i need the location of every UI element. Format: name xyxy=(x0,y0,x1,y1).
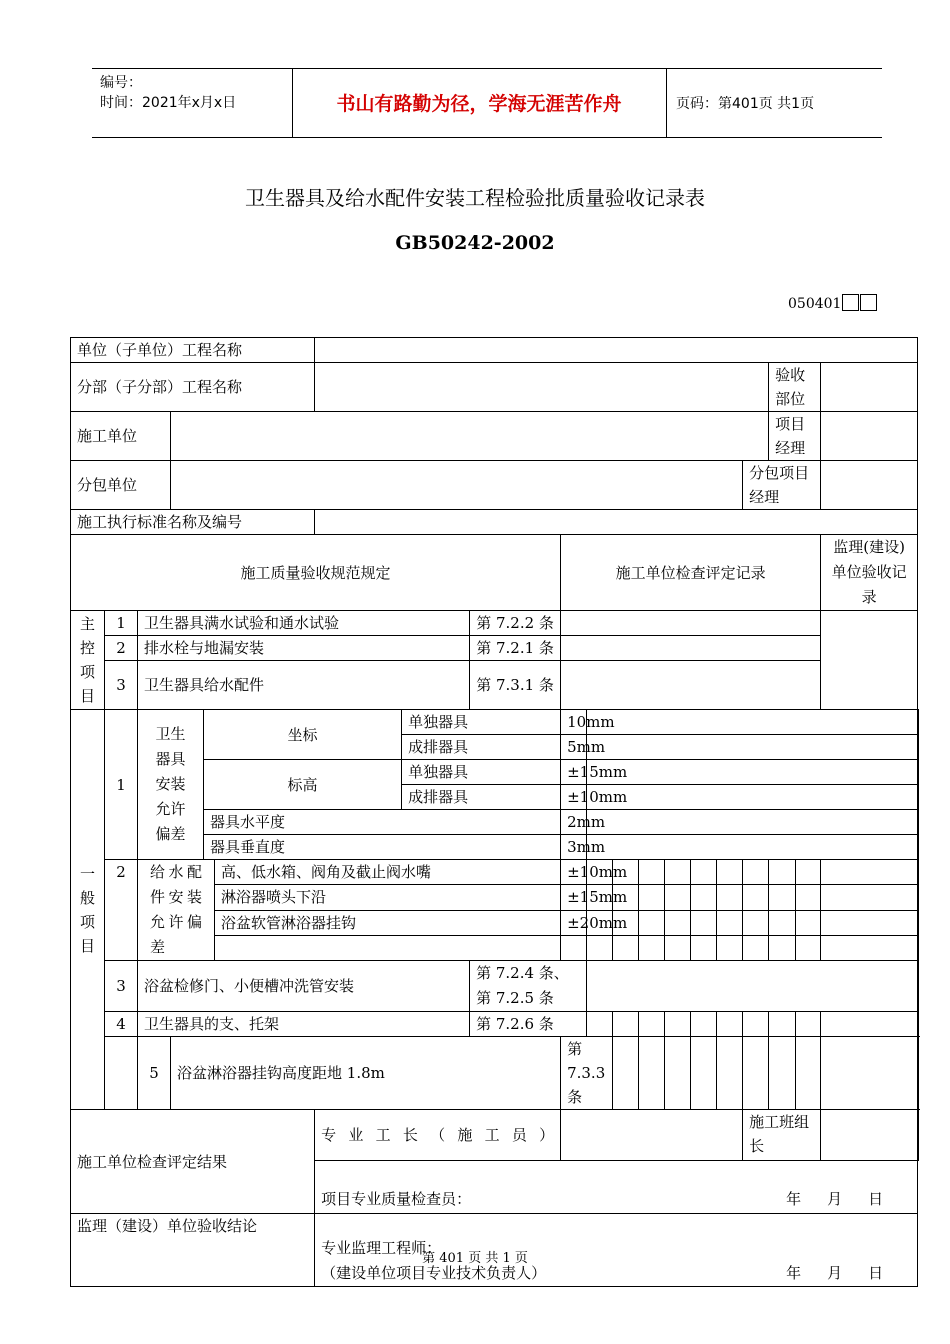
main-item-record[interactable] xyxy=(561,611,821,636)
execution-standard-field[interactable] xyxy=(315,510,918,535)
check-cell[interactable] xyxy=(717,885,743,910)
day-label: 日 xyxy=(868,1190,884,1208)
spec-header: 施工质量验收规范规定 xyxy=(71,535,561,611)
code-box[interactable] xyxy=(860,294,877,311)
check-cell[interactable] xyxy=(769,860,796,885)
check-cell[interactable] xyxy=(796,860,821,885)
code-box[interactable] xyxy=(842,294,859,311)
g1-record[interactable] xyxy=(587,810,918,835)
coord-single-tolerance: 10mm xyxy=(561,710,587,735)
main-item-name: 卫生器具给水配件 xyxy=(138,661,470,710)
check-cell[interactable] xyxy=(665,885,691,910)
check-cell[interactable] xyxy=(691,1037,717,1110)
vertical-tolerance: 3mm xyxy=(561,835,587,860)
g1-record[interactable] xyxy=(587,835,918,860)
g2-item-name: 高、低水箱、阀角及截止阀水嘴 xyxy=(215,860,561,885)
general-item-no: 5 xyxy=(138,1037,171,1110)
subcontract-unit-field[interactable] xyxy=(171,461,743,510)
serial-label: 编号： xyxy=(100,75,142,91)
main-item-clause: 第 7.3.1 条 xyxy=(470,661,561,710)
g5-name: 浴盆淋浴器挂钩高度距地 1.8m xyxy=(171,1037,561,1110)
check-cell[interactable] xyxy=(717,910,743,935)
header-divider xyxy=(666,69,667,137)
check-cell[interactable] xyxy=(769,1012,796,1037)
check-cell[interactable] xyxy=(743,1037,769,1110)
check-cell[interactable] xyxy=(613,935,639,960)
main-item-no: 2 xyxy=(105,636,138,661)
time-label: 时间：2021年x月x日 xyxy=(100,95,237,111)
check-cell[interactable] xyxy=(665,1037,691,1110)
general-item-no: 3 xyxy=(105,961,138,1012)
check-cell[interactable] xyxy=(821,885,918,910)
team-leader-field[interactable] xyxy=(821,1110,918,1161)
main-item-record[interactable] xyxy=(561,636,821,661)
check-cell[interactable] xyxy=(587,935,613,960)
g3-name: 浴盆检修门、小便槽冲洗管安装 xyxy=(138,961,470,1012)
g4-clause: 第 7.2.6 条 xyxy=(470,1012,587,1037)
general-items-text: 一般项目 xyxy=(79,864,95,955)
g1-group-text: 卫生器具安装允许偏差 xyxy=(155,725,186,843)
g2-item-name: 淋浴器喷头下沿 xyxy=(215,885,561,910)
page-info: 页码：第401页 共1页 xyxy=(676,96,815,112)
acceptance-part-field[interactable] xyxy=(821,363,918,412)
level-tolerance: 2mm xyxy=(561,810,587,835)
check-cell[interactable] xyxy=(743,1012,769,1037)
label-project-manager: 项目经理 xyxy=(769,412,821,461)
label-execution-standard: 施工执行标准名称及编号 xyxy=(71,510,315,535)
supervision-header: 监理(建设)单位验收记录 xyxy=(821,535,918,611)
form-code-text: 050401 xyxy=(788,296,842,312)
form-code xyxy=(788,294,877,312)
foreman-field[interactable] xyxy=(561,1110,743,1161)
check-cell[interactable] xyxy=(691,910,717,935)
g2-empty xyxy=(215,935,561,960)
check-cell[interactable] xyxy=(639,1037,665,1110)
g2-item-tolerance: ±10mm xyxy=(561,860,587,885)
page-title: 卫生器具及给水配件安装工程检验批质量验收记录表 xyxy=(245,186,705,210)
check-cell[interactable] xyxy=(691,935,717,960)
main-item-no: 1 xyxy=(105,611,138,636)
general-items-label-end xyxy=(105,1037,138,1110)
g2-item-name: 浴盆软管淋浴器挂钩 xyxy=(215,910,561,935)
label-subcontract-unit: 分包单位 xyxy=(71,461,171,510)
general-item-no: 4 xyxy=(105,1012,138,1037)
quality-inspector-line xyxy=(321,1187,911,1211)
check-cell[interactable] xyxy=(665,910,691,935)
main-item-name: 卫生器具满水试验和通水试验 xyxy=(138,611,470,636)
foreman-label: 专业工长（施工员） xyxy=(315,1110,561,1161)
standard-number: GB50242-2002 xyxy=(395,232,555,254)
label-unit-project: 单位（子单位）工程名称 xyxy=(71,338,315,363)
check-cell[interactable] xyxy=(743,885,769,910)
g2-item-tolerance: ±20mm xyxy=(561,910,587,935)
check-cell[interactable] xyxy=(717,1037,743,1110)
g1-record[interactable] xyxy=(587,760,918,785)
g4-name: 卫生器具的支、托架 xyxy=(138,1012,470,1037)
coord-row-tolerance: 5mm xyxy=(561,735,587,760)
label-sub-project: 分部（子分部）工程名称 xyxy=(71,363,315,412)
day-label: 日 xyxy=(868,1264,884,1282)
check-cell[interactable] xyxy=(717,935,743,960)
check-cell[interactable] xyxy=(691,1012,717,1037)
main-item-clause: 第 7.2.1 条 xyxy=(470,636,561,661)
check-cell[interactable] xyxy=(743,935,769,960)
check-cell[interactable] xyxy=(796,910,821,935)
check-cell[interactable] xyxy=(639,1012,665,1037)
label-acceptance-part: 验收部位 xyxy=(769,363,821,412)
page-footer: 第 401 页 共 1 页 xyxy=(422,1251,528,1266)
subcontract-manager-field[interactable] xyxy=(821,461,918,510)
g1-group-label xyxy=(138,710,204,860)
row-fixture-label: 成排器具 xyxy=(402,735,561,760)
check-cell[interactable] xyxy=(821,910,918,935)
label-construction-unit: 施工单位 xyxy=(71,412,171,461)
check-cell[interactable] xyxy=(717,1012,743,1037)
team-leader-label: 施工班组长 xyxy=(743,1110,821,1161)
check-cell[interactable] xyxy=(769,1037,796,1110)
check-cell[interactable] xyxy=(691,860,717,885)
elev-single-tolerance: ±15mm xyxy=(561,760,587,785)
check-cell[interactable] xyxy=(587,1012,613,1037)
check-cell[interactable] xyxy=(665,1012,691,1037)
main-items-text: 主控项目 xyxy=(79,615,95,705)
check-cell[interactable] xyxy=(717,860,743,885)
main-item-record[interactable] xyxy=(561,661,821,710)
check-cell[interactable] xyxy=(769,885,796,910)
year-label: 年 xyxy=(786,1190,802,1208)
check-cell[interactable] xyxy=(691,885,717,910)
general-items-label xyxy=(71,710,105,1110)
check-cell[interactable] xyxy=(743,860,769,885)
supervisor-label: 专业监理工程师： xyxy=(321,1239,442,1257)
motto: 书山有路勤为径，学海无涯苦作舟 xyxy=(336,93,622,115)
check-cell[interactable] xyxy=(639,910,665,935)
main-item-clause: 第 7.2.2 条 xyxy=(470,611,561,636)
coord-label: 坐标 xyxy=(204,710,402,760)
single-fixture-label: 单独器具 xyxy=(402,710,561,735)
check-cell[interactable] xyxy=(821,935,918,960)
month-label: 月 xyxy=(827,1264,843,1282)
acceptance-form xyxy=(70,337,919,1287)
elev-row-tolerance: ±10mm xyxy=(561,785,587,810)
quality-inspector-cell[interactable] xyxy=(315,1161,918,1214)
single-fixture-label: 单独器具 xyxy=(402,760,561,785)
main-item-no: 3 xyxy=(105,661,138,710)
project-manager-field[interactable] xyxy=(821,412,918,461)
label-subcontract-manager: 分包项目经理 xyxy=(743,461,821,510)
g2-item-tolerance: ±15mm xyxy=(561,885,587,910)
check-cell[interactable] xyxy=(769,910,796,935)
check-cell[interactable] xyxy=(639,885,665,910)
sub-project-field[interactable] xyxy=(315,363,769,412)
check-cell[interactable] xyxy=(613,1037,639,1110)
general-item-no: 2 xyxy=(105,860,138,961)
check-cell[interactable] xyxy=(796,885,821,910)
check-cell[interactable] xyxy=(665,860,691,885)
check-cell[interactable] xyxy=(821,1037,918,1110)
header-info xyxy=(100,73,295,113)
check-header: 施工单位检查评定记录 xyxy=(561,535,821,611)
date-line xyxy=(786,1187,911,1211)
result-label: 施工单位检查评定结果 xyxy=(71,1110,315,1214)
month-label: 月 xyxy=(827,1190,843,1208)
g5-clause: 第 7.3.3 条 xyxy=(561,1037,613,1110)
g2-group-label xyxy=(138,860,215,961)
unit-project-field[interactable] xyxy=(315,338,918,363)
quality-inspector-label: 项目专业质量检查员： xyxy=(321,1190,472,1208)
general-item-no: 1 xyxy=(105,710,138,860)
g1-record[interactable] xyxy=(587,785,918,810)
check-cell[interactable] xyxy=(821,860,918,885)
check-cell[interactable] xyxy=(769,935,796,960)
main-items-label xyxy=(71,611,105,710)
main-items-supervision[interactable] xyxy=(821,611,918,710)
document-header xyxy=(92,68,882,138)
owner-tech-label: （建设单位项目专业技术负责人） xyxy=(321,1264,547,1282)
year-label: 年 xyxy=(786,1264,802,1282)
g1-record[interactable] xyxy=(587,710,918,735)
vertical-label: 器具垂直度 xyxy=(204,835,561,860)
check-cell[interactable] xyxy=(639,935,665,960)
main-item-name: 排水栓与地漏安装 xyxy=(138,636,470,661)
check-cell[interactable] xyxy=(665,935,691,960)
g3-clause: 第 7.2.4 条、第 7.2.5 条 xyxy=(470,961,587,1012)
check-cell[interactable] xyxy=(639,860,665,885)
check-cell[interactable] xyxy=(796,935,821,960)
check-cell[interactable] xyxy=(796,1012,821,1037)
level-label: 器具水平度 xyxy=(204,810,561,835)
check-cell[interactable] xyxy=(743,910,769,935)
check-cell[interactable] xyxy=(821,1012,918,1037)
check-cell[interactable] xyxy=(796,1037,821,1110)
supervision-conclusion-label: 监理（建设）单位验收结论 xyxy=(71,1214,315,1287)
g2-group-text: 给水配件安装允许偏差 xyxy=(150,863,202,956)
g1-record[interactable] xyxy=(587,735,918,760)
g3-record[interactable] xyxy=(587,961,918,1012)
elevation-label: 标高 xyxy=(204,760,402,810)
check-cell[interactable] xyxy=(613,1012,639,1037)
row-fixture-label: 成排器具 xyxy=(402,785,561,810)
construction-unit-field[interactable] xyxy=(171,412,769,461)
g2-empty-tolerance xyxy=(561,935,587,960)
